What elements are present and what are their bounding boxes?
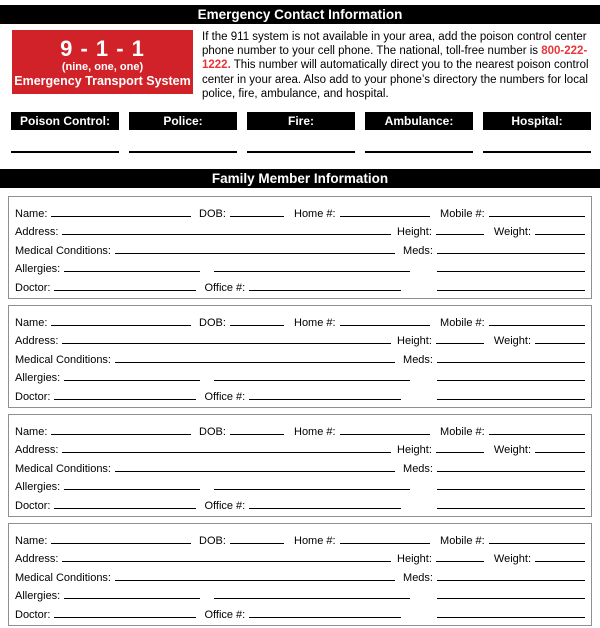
- height-label: Height:: [397, 226, 432, 239]
- meds-label: Meds:: [403, 244, 433, 257]
- emergency-contacts-labels: [11, 112, 591, 130]
- badge-subtitle: Emergency Transport System: [14, 74, 191, 88]
- meds-line-2: [437, 380, 585, 381]
- office-phone-line: [249, 508, 401, 509]
- meds-label: Meds:: [403, 353, 433, 366]
- office-phone-label: Office #:: [204, 390, 246, 403]
- home-phone-line: [340, 434, 430, 435]
- police-number-line: [129, 132, 237, 153]
- home-phone-line: [340, 216, 430, 217]
- badge-number: 9 - 1 - 1: [60, 36, 145, 61]
- member-row-doctor: [15, 602, 585, 621]
- dob-line: [230, 216, 284, 217]
- allergies-line: [64, 380, 200, 381]
- poison-control-phone-number: 800-222-1222.: [202, 45, 588, 72]
- allergies-label: Allergies:: [15, 590, 61, 603]
- height-line: [436, 561, 484, 562]
- family-member-box: [8, 196, 592, 299]
- weight-line: [535, 452, 585, 453]
- medical-conditions-line: [115, 580, 395, 581]
- address-label: Address:: [15, 553, 59, 566]
- home-phone-label: Home #:: [294, 316, 336, 329]
- member-row-address: [15, 438, 585, 457]
- meds-line-2: [437, 489, 585, 490]
- emergency-contacts-lines: [11, 132, 591, 153]
- name-line: [51, 543, 191, 544]
- height-label: Height:: [397, 444, 432, 457]
- weight-label: Weight:: [493, 226, 531, 239]
- medical-conditions-line: [115, 253, 395, 254]
- mobile-phone-line: [489, 543, 585, 544]
- allergies-line-2: [214, 380, 410, 381]
- contact-label-hospital: Hospital:: [483, 112, 591, 130]
- office-phone-label: Office #:: [204, 499, 246, 512]
- doctor-label: Doctor:: [15, 390, 51, 403]
- allergies-line: [64, 271, 200, 272]
- family-member-boxes: [0, 196, 600, 626]
- allergies-line-2: [214, 598, 410, 599]
- mobile-phone-label: Mobile #:: [440, 534, 485, 547]
- instructions-text-after: This number will automatically direct you to the nearest poison control center in your area. Also add to your phone’s directory the numbers for local police, fire, ambulance, and hospital.: [202, 59, 589, 100]
- badge-phonetic: (nine, one, one): [61, 61, 144, 73]
- mobile-phone-label: Mobile #:: [440, 207, 485, 220]
- hospital-number-line: [483, 132, 591, 153]
- dob-line: [230, 325, 284, 326]
- contact-label-poison-control: Poison Control:: [11, 112, 119, 130]
- family-member-box: [8, 414, 592, 517]
- family-member-box: [8, 305, 592, 408]
- member-row-address: [15, 329, 585, 348]
- name-label: Name:: [15, 207, 48, 220]
- home-phone-label: Home #:: [294, 207, 336, 220]
- height-label: Height:: [397, 553, 432, 566]
- dob-label: DOB:: [199, 316, 226, 329]
- emergency-911-badge: [12, 30, 193, 94]
- family-section-title: Family Member Information: [0, 169, 600, 188]
- weight-line: [535, 343, 585, 344]
- name-line: [51, 325, 191, 326]
- meds-line-2: [437, 598, 585, 599]
- doctor-line: [54, 399, 196, 400]
- name-line: [51, 434, 191, 435]
- home-phone-line: [340, 543, 430, 544]
- meds-line: [437, 580, 585, 581]
- home-phone-label: Home #:: [294, 425, 336, 438]
- member-row-doctor: [15, 275, 585, 294]
- address-line: [62, 343, 391, 344]
- allergies-label: Allergies:: [15, 372, 61, 385]
- member-row-allergies: [15, 257, 585, 276]
- name-label: Name:: [15, 316, 48, 329]
- meds-line-3: [437, 290, 585, 291]
- contact-label-police: Police:: [129, 112, 237, 130]
- home-phone-line: [340, 325, 430, 326]
- page-title: Emergency Contact Information: [0, 5, 600, 24]
- doctor-line: [54, 290, 196, 291]
- dob-label: DOB:: [199, 425, 226, 438]
- meds-line: [437, 253, 585, 254]
- mobile-phone-line: [489, 325, 585, 326]
- medical-conditions-line: [115, 471, 395, 472]
- office-phone-line: [249, 617, 401, 618]
- name-line: [51, 216, 191, 217]
- poison-control-instructions: [202, 30, 591, 101]
- address-line: [62, 234, 391, 235]
- member-row-doctor: [15, 493, 585, 512]
- dob-label: DOB:: [199, 207, 226, 220]
- name-label: Name:: [15, 534, 48, 547]
- dob-line: [230, 434, 284, 435]
- meds-line: [437, 362, 585, 363]
- meds-line-3: [437, 399, 585, 400]
- allergies-label: Allergies:: [15, 263, 61, 276]
- member-row-name: [15, 310, 585, 329]
- office-phone-label: Office #:: [204, 608, 246, 621]
- weight-line: [535, 234, 585, 235]
- weight-label: Weight:: [493, 553, 531, 566]
- poison-control-number-line: [11, 132, 119, 153]
- dob-label: DOB:: [199, 534, 226, 547]
- height-line: [436, 343, 484, 344]
- member-row-medical: [15, 565, 585, 584]
- office-phone-label: Office #:: [204, 281, 246, 294]
- family-member-box: [8, 523, 592, 626]
- weight-label: Weight:: [493, 335, 531, 348]
- mobile-phone-label: Mobile #:: [440, 425, 485, 438]
- member-row-address: [15, 220, 585, 239]
- height-label: Height:: [397, 335, 432, 348]
- dob-line: [230, 543, 284, 544]
- doctor-line: [54, 617, 196, 618]
- member-row-allergies: [15, 584, 585, 603]
- address-label: Address:: [15, 444, 59, 457]
- member-row-name: [15, 201, 585, 220]
- home-phone-label: Home #:: [294, 534, 336, 547]
- medical-conditions-label: Medical Conditions:: [15, 462, 111, 475]
- mobile-phone-line: [489, 216, 585, 217]
- contact-label-fire: Fire:: [247, 112, 355, 130]
- doctor-label: Doctor:: [15, 499, 51, 512]
- medical-conditions-line: [115, 362, 395, 363]
- instructions-text-before: If the 911 system is not available in your area, add the poison control center phone number to your cell phone. The national, toll-free number is: [202, 31, 587, 58]
- allergies-line-2: [214, 489, 410, 490]
- emergency-info-section: [12, 30, 591, 101]
- weight-line: [535, 561, 585, 562]
- mobile-phone-line: [489, 434, 585, 435]
- name-label: Name:: [15, 425, 48, 438]
- doctor-label: Doctor:: [15, 608, 51, 621]
- meds-label: Meds:: [403, 571, 433, 584]
- office-phone-line: [249, 399, 401, 400]
- member-row-medical: [15, 456, 585, 475]
- meds-line-3: [437, 617, 585, 618]
- meds-line: [437, 471, 585, 472]
- meds-label: Meds:: [403, 462, 433, 475]
- medical-conditions-label: Medical Conditions:: [15, 244, 111, 257]
- member-row-medical: [15, 347, 585, 366]
- allergies-label: Allergies:: [15, 481, 61, 494]
- height-line: [436, 234, 484, 235]
- meds-line-2: [437, 271, 585, 272]
- member-row-allergies: [15, 475, 585, 494]
- allergies-line: [64, 489, 200, 490]
- address-label: Address:: [15, 335, 59, 348]
- fire-number-line: [247, 132, 355, 153]
- member-row-allergies: [15, 366, 585, 385]
- doctor-label: Doctor:: [15, 281, 51, 294]
- office-phone-line: [249, 290, 401, 291]
- meds-line-3: [437, 508, 585, 509]
- weight-label: Weight:: [493, 444, 531, 457]
- ambulance-number-line: [365, 132, 473, 153]
- address-label: Address:: [15, 226, 59, 239]
- member-row-address: [15, 547, 585, 566]
- medical-conditions-label: Medical Conditions:: [15, 353, 111, 366]
- mobile-phone-label: Mobile #:: [440, 316, 485, 329]
- member-row-doctor: [15, 384, 585, 403]
- allergies-line: [64, 598, 200, 599]
- medical-conditions-label: Medical Conditions:: [15, 571, 111, 584]
- address-line: [62, 452, 391, 453]
- member-row-medical: [15, 238, 585, 257]
- contact-label-ambulance: Ambulance:: [365, 112, 473, 130]
- address-line: [62, 561, 391, 562]
- doctor-line: [54, 508, 196, 509]
- member-row-name: [15, 419, 585, 438]
- allergies-line-2: [214, 271, 410, 272]
- height-line: [436, 452, 484, 453]
- member-row-name: [15, 528, 585, 547]
